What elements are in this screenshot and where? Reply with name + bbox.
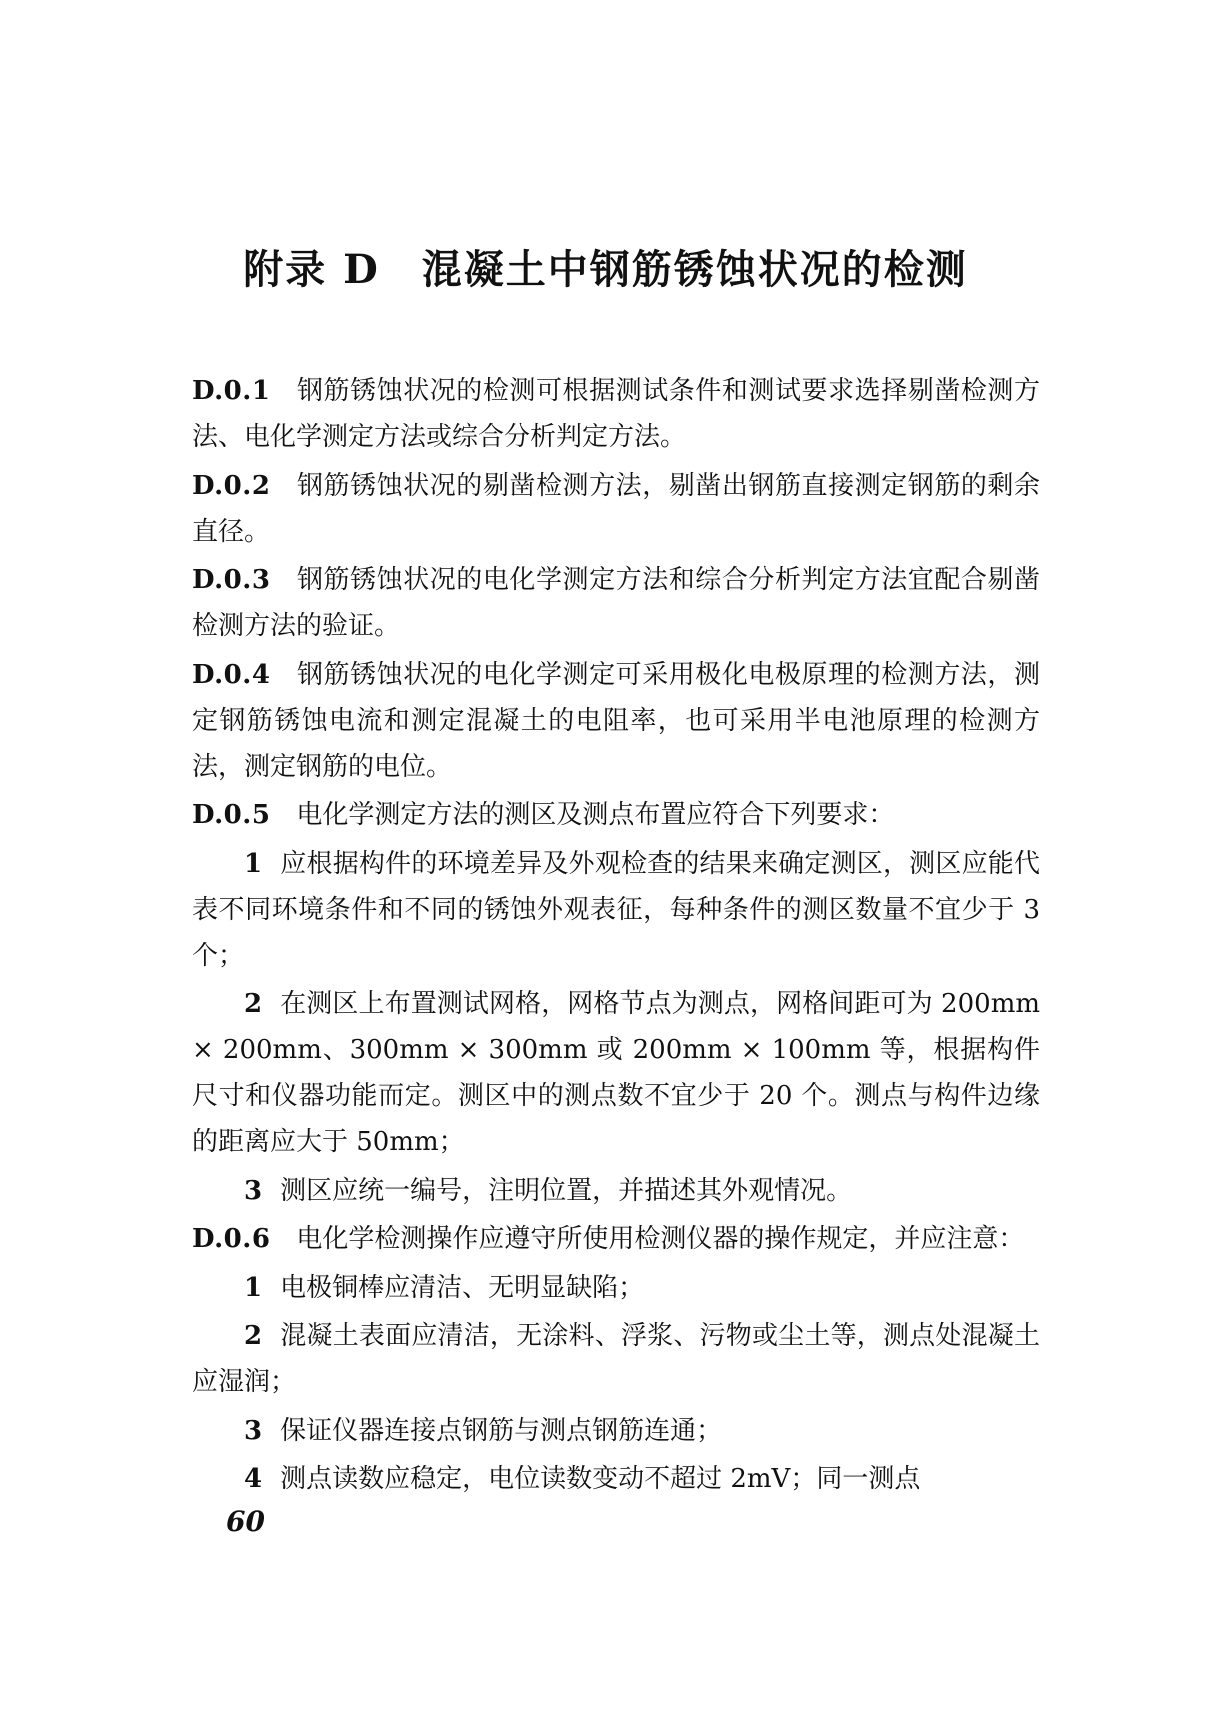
item-number: 3	[244, 1175, 263, 1206]
clause-d-0-5-item-3	[192, 1168, 1040, 1214]
clause-number: D.0.2	[192, 470, 271, 501]
item-text: 电极铜棒应清洁、无明显缺陷；	[280, 1272, 645, 1303]
clause-d-0-6	[192, 1216, 1040, 1262]
item-text: 应根据构件的环境差异及外观检查的结果来确定测区，测区应能代表不同环境条件和不同的锈蚀外观表征，每种条件的测区数量不宜少于 3 个；	[192, 848, 1040, 971]
clause-text: 钢筋锈蚀状况的电化学测定可采用极化电极原理的检测方法，测定钢筋锈蚀电流和测定混凝土的电阻率，也可采用半电池原理的检测方法，测定钢筋的电位。	[192, 659, 1040, 782]
clause-text: 电化学检测操作应遵守所使用检测仪器的操作规定，并应注意：	[296, 1224, 1025, 1254]
item-number: 3	[244, 1415, 263, 1446]
clause-number: D.0.1	[192, 376, 271, 406]
document-body	[192, 368, 1040, 1505]
clause-d-0-6-item-1	[192, 1265, 1040, 1311]
page-number: 60	[226, 1505, 265, 1538]
clause-d-0-5	[192, 792, 1040, 838]
clause-d-0-2	[192, 463, 1040, 555]
clause-text: 钢筋锈蚀状况的剔凿检测方法，剔凿出钢筋直接测定钢筋的剩余直径。	[192, 470, 1040, 547]
clause-number: D.0.6	[192, 1224, 271, 1254]
item-number: 2	[244, 989, 263, 1019]
item-number: 2	[244, 1321, 263, 1351]
item-number: 4	[244, 1464, 263, 1494]
clause-text: 钢筋锈蚀状况的检测可根据测试条件和测试要求选择剔凿检测方法、电化学测定方法或综合分析判定方法。	[192, 376, 1040, 452]
clause-d-0-5-item-2	[192, 981, 1040, 1165]
clause-d-0-4	[192, 652, 1040, 790]
clause-number: D.0.3	[192, 565, 271, 595]
page-title: 附录 D 混凝土中钢筋锈蚀状况的检测	[243, 246, 968, 293]
clause-text: 钢筋锈蚀状况的电化学测定方法和综合分析判定方法宜配合剔凿检测方法的验证。	[192, 565, 1040, 641]
item-number: 1	[244, 848, 263, 879]
clause-text: 电化学测定方法的测区及测点布置应符合下列要求：	[296, 800, 895, 830]
item-text: 在测区上布置测试网格，网格节点为测点，网格间距可为 200mm × 200mm、300mm × 300mm 或 200mm × 100mm 等，根据构件尺寸和仪器功能而定。测区中的测点数不宜少于 20 个。测点与构件边缘的距离应大于 50mm；	[192, 989, 1040, 1157]
clause-d-0-1	[192, 368, 1040, 460]
clause-d-0-5-item-1	[192, 841, 1040, 979]
clause-d-0-6-item-4	[192, 1456, 1040, 1502]
clause-number: D.0.4	[192, 659, 271, 690]
clause-d-0-6-item-2	[192, 1313, 1040, 1405]
item-number: 1	[244, 1272, 263, 1303]
clause-number: D.0.5	[192, 800, 271, 830]
item-text: 保证仪器连接点钢筋与测点钢筋连通；	[280, 1415, 723, 1446]
item-text: 混凝土表面应清洁，无涂料、浮浆、污物或尘土等，测点处混凝土应湿润；	[192, 1321, 1040, 1397]
item-text: 测区应统一编号，注明位置，并描述其外观情况。	[280, 1175, 853, 1206]
item-text: 测点读数应稳定，电位读数变动不超过 2mV；同一测点	[280, 1464, 921, 1494]
clause-d-0-6-item-3	[192, 1408, 1040, 1454]
clause-d-0-3	[192, 557, 1040, 649]
